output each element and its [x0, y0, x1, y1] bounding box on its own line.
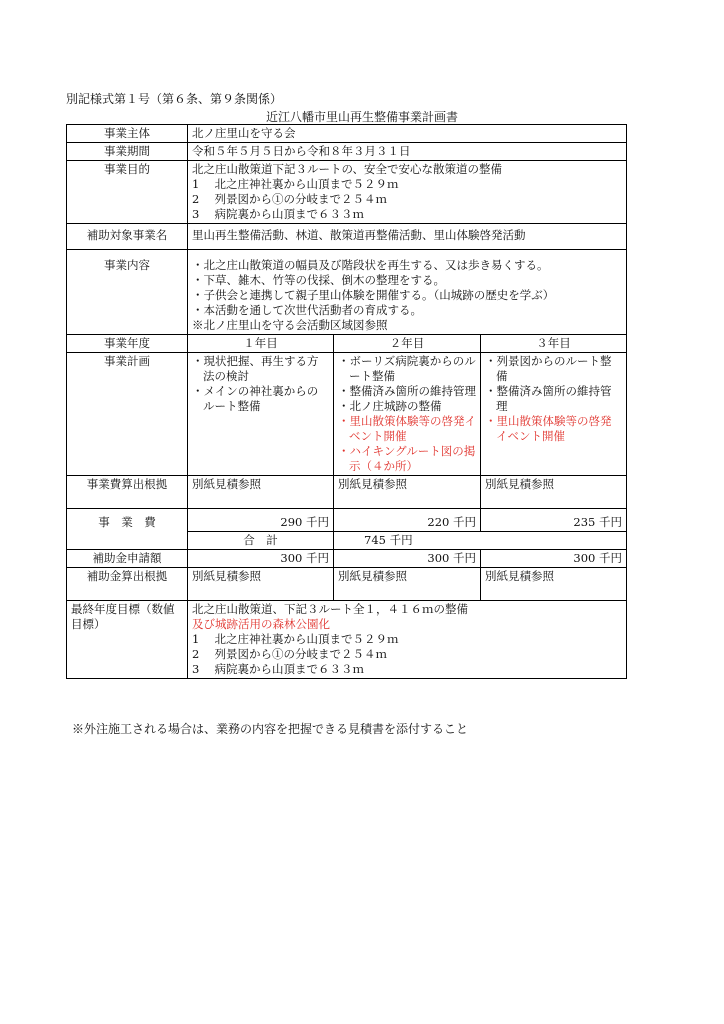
- row-subsidy-basis: [67, 568, 627, 601]
- row-purpose: [67, 161, 627, 224]
- subsidy-basis-year-2: 別紙見積参照: [334, 568, 481, 601]
- plan-item-highlighted: ・里山散策体験等の啓発イベント開催: [338, 414, 476, 443]
- value-target: 里山再生整備活動、林道、散策道再整備活動、里山体験啓発活動: [188, 224, 627, 250]
- value-period: 令和５年５月５日から令和８年３月３１日: [188, 143, 627, 161]
- label-plan: 事業計画: [67, 353, 188, 476]
- row-basis: [67, 476, 627, 509]
- label-cost: 事 業 費: [67, 509, 188, 550]
- label-entity: 事業主体: [67, 125, 188, 143]
- basis-year-1: 別紙見積参照: [188, 476, 334, 509]
- plan-item: ・現状把握、再生する方法の検討: [192, 354, 319, 383]
- row-entity: [67, 125, 627, 143]
- row-plan: [67, 353, 627, 476]
- cost-year-1: 290 千円: [188, 509, 334, 532]
- document-title: 近江八幡市里山再生整備事業計画書: [265, 110, 458, 124]
- content-line: ・下草、雑木、竹等の伐採、倒木の整理をする。: [192, 273, 445, 287]
- plan-year-2: [334, 353, 481, 476]
- plan-item: ・列景図からのルート整備: [485, 354, 612, 383]
- label-subsidy-basis: 補助金算出根拠: [67, 568, 188, 601]
- row-final-goal: [67, 601, 627, 679]
- purpose-line: 3 病院裏から山頂まで６３３ｍ: [192, 207, 364, 221]
- cost-total-value: 745 千円: [334, 532, 627, 550]
- year-1: １年目: [188, 335, 334, 353]
- subsidy-basis-year-3: 別紙見積参照: [481, 568, 627, 601]
- row-subsidy-request: [67, 550, 627, 568]
- value-final-goal: [188, 601, 627, 679]
- label-subsidy-request: 補助金申請額: [67, 550, 188, 568]
- basis-year-2: 別紙見積参照: [334, 476, 481, 509]
- final-goal-line: 3 病院裏から山頂まで６３３ｍ: [192, 662, 364, 676]
- purpose-line: 2 列景図から①の分岐まで２５４ｍ: [192, 192, 387, 206]
- label-purpose: 事業目的: [67, 161, 188, 224]
- row-target: [67, 224, 627, 250]
- content-line: ・本活動を通して次世代活動者の育成する。: [192, 303, 422, 317]
- plan-table: [66, 124, 627, 679]
- plan-item-highlighted: ・ハイキングルート図の掲示（４か所）: [338, 444, 476, 473]
- final-goal-highlighted: 及び城跡活用の森林公園化: [192, 617, 330, 631]
- label-year: 事業年度: [67, 335, 188, 353]
- year-3: ３年目: [481, 335, 627, 353]
- label-basis: 事業費算出根拠: [67, 476, 188, 509]
- purpose-line: 北之庄山散策道下記３ルートの、安全で安心な散策道の整備: [192, 162, 503, 176]
- label-period: 事業期間: [67, 143, 188, 161]
- plan-item: ・整備済み箇所の維持管理: [485, 384, 612, 413]
- subsidy-request-year-3: 300 千円: [481, 550, 627, 568]
- value-entity: 北ノ庄里山を守る会: [188, 125, 627, 143]
- basis-year-3: 別紙見積参照: [481, 476, 627, 509]
- final-goal-line: 北之庄山散策道、下記３ルート全１，４１６ｍの整備: [192, 602, 468, 616]
- purpose-line: 1 北之庄神社裏から山頂まで５２９ｍ: [192, 177, 399, 191]
- label-target: 補助対象事業名: [67, 224, 188, 250]
- plan-item-highlighted: ・里山散策体験等の啓発イベント開催: [485, 414, 612, 443]
- subsidy-basis-year-1: 別紙見積参照: [188, 568, 334, 601]
- form-label: 別記様式第１号（第６条、第９条関係）: [66, 92, 283, 106]
- label-final-goal: 最終年度目標（数値目標）: [67, 601, 188, 679]
- label-content: 事業内容: [67, 250, 188, 335]
- plan-item: ・ボーリズ病院裏からのルート整備: [338, 354, 476, 383]
- cost-year-2: 220 千円: [334, 509, 481, 532]
- row-period: [67, 143, 627, 161]
- footnote: ※外注施工される場合は、業務の内容を把握できる見積書を添付すること: [72, 722, 469, 736]
- plan-year-1: [188, 353, 334, 476]
- content-line: ・北之庄山散策道の幅員及び階段状を再生する、又は歩き易くする。: [192, 258, 549, 272]
- plan-item: ・整備済み箇所の維持管理: [338, 384, 476, 398]
- row-year: [67, 335, 627, 353]
- year-2: ２年目: [334, 335, 481, 353]
- cost-year-3: 235 千円: [481, 509, 627, 532]
- subsidy-request-year-1: 300 千円: [188, 550, 334, 568]
- content-line: ※北ノ庄里山を守る会活動区域図参照: [192, 318, 388, 332]
- content-line: ・子供会と連携して親子里山体験を開催する。（山城跡の歴史を学ぶ）: [192, 288, 555, 302]
- row-content: [67, 250, 627, 335]
- cost-total-label: 合 計: [188, 532, 334, 550]
- row-cost: [67, 509, 627, 532]
- subsidy-request-year-2: 300 千円: [334, 550, 481, 568]
- plan-item: ・北ノ庄城跡の整備: [338, 399, 442, 413]
- final-goal-line: 2 列景図から①の分岐まで２５４ｍ: [192, 647, 387, 661]
- value-purpose: [188, 161, 627, 224]
- plan-year-3: [481, 353, 627, 476]
- value-content: [188, 250, 627, 335]
- plan-item: ・メインの神社裏からのルート整備: [192, 384, 319, 413]
- final-goal-line: 1 北之庄神社裏から山頂まで５２９ｍ: [192, 632, 399, 646]
